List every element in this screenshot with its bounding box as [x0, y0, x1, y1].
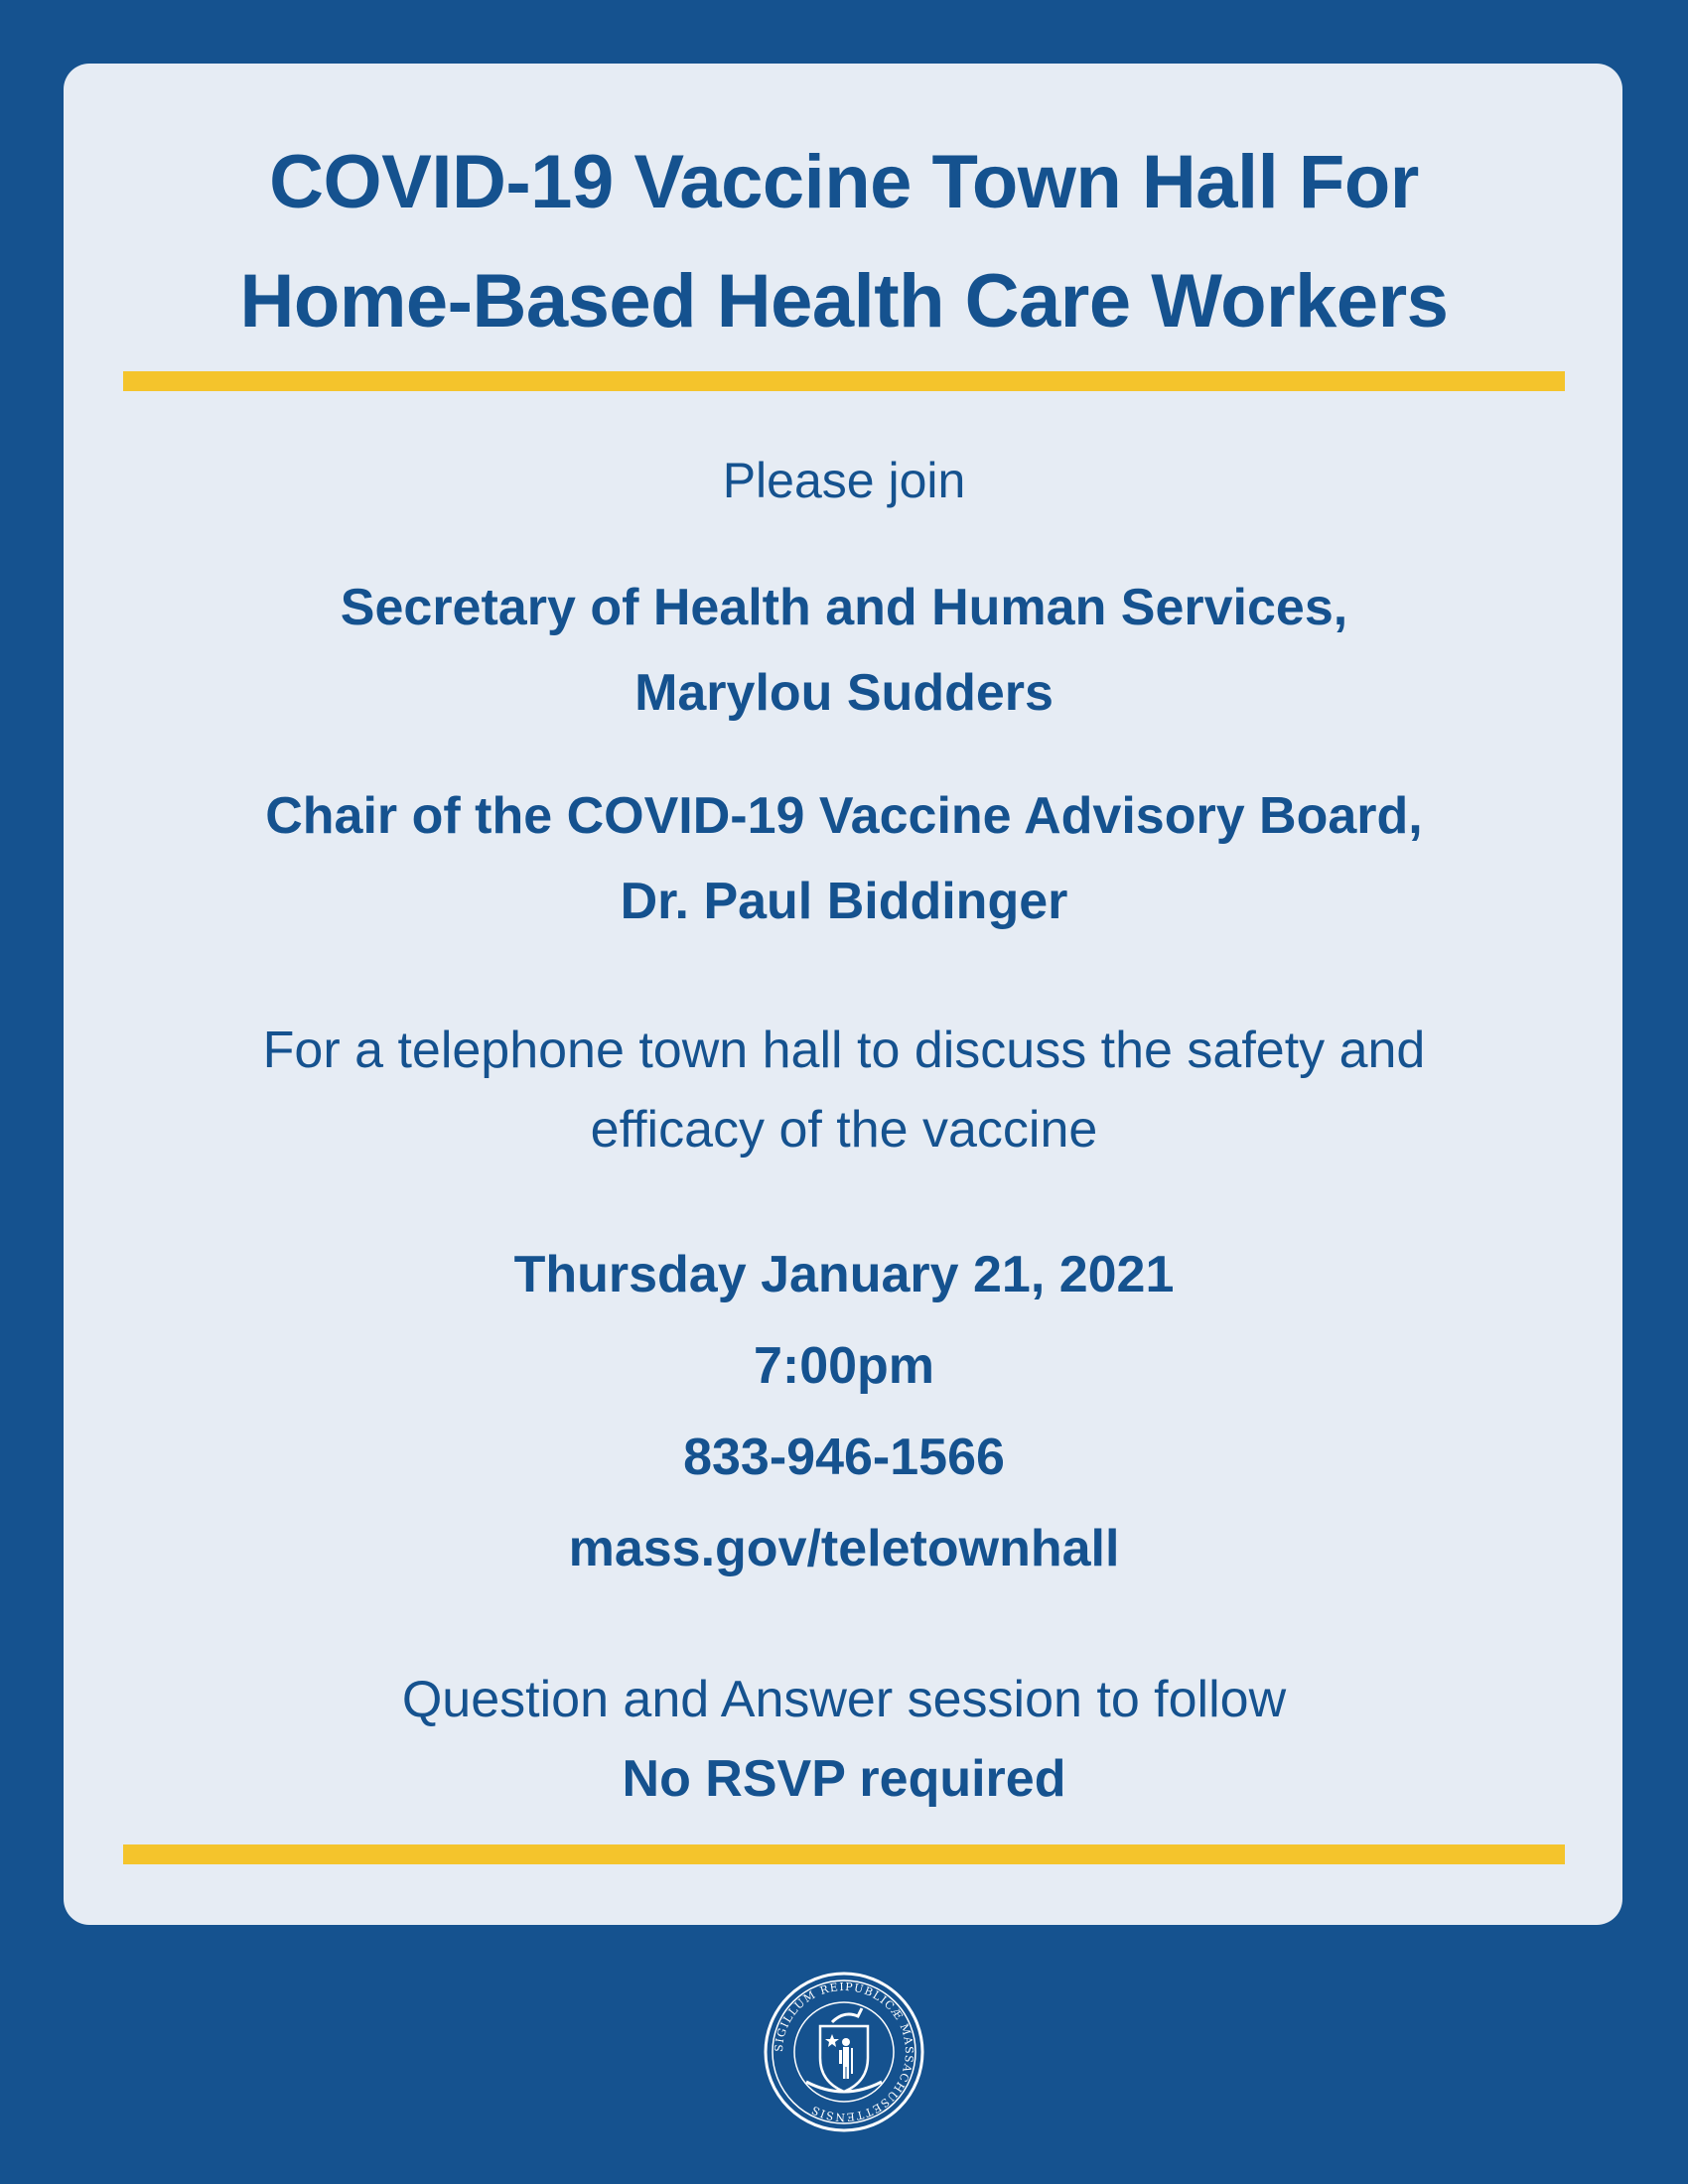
purpose-line-2: efficacy of the vaccine	[590, 1101, 1098, 1159]
event-date: Thursday January 21, 2021	[513, 1246, 1175, 1303]
event-website: mass.gov/teletownhall	[568, 1520, 1120, 1577]
speaker1-name: Marylou Sudders	[634, 664, 1054, 722]
speaker2-role: Chair of the COVID-19 Vaccine Advisory Board,	[265, 787, 1423, 845]
qa-note: Question and Answer session to follow	[401, 1671, 1287, 1728]
event-time: 7:00pm	[753, 1337, 935, 1395]
speaker2-name: Dr. Paul Biddinger	[620, 873, 1068, 930]
event-phone: 833-946-1566	[683, 1429, 1005, 1486]
title-line-2: Home-Based Health Care Workers	[239, 259, 1449, 343]
intro-text: Please join	[722, 453, 966, 508]
rsvp-note: No RSVP required	[622, 1750, 1066, 1808]
top-divider	[123, 371, 1565, 391]
massachusetts-seal-icon	[763, 1971, 925, 2133]
svg-text:SIGILLUM REIPUBLICÆ MASSACHUSE: SIGILLUM REIPUBLICÆ MASSACHUSETTENSIS	[772, 1979, 916, 2124]
title-line-1: COVID-19 Vaccine Town Hall For	[269, 140, 1419, 224]
bottom-divider	[123, 1844, 1565, 1864]
speaker1-role: Secretary of Health and Human Services,	[340, 579, 1348, 636]
purpose-line-1: For a telephone town hall to discuss the safety and	[262, 1022, 1426, 1079]
